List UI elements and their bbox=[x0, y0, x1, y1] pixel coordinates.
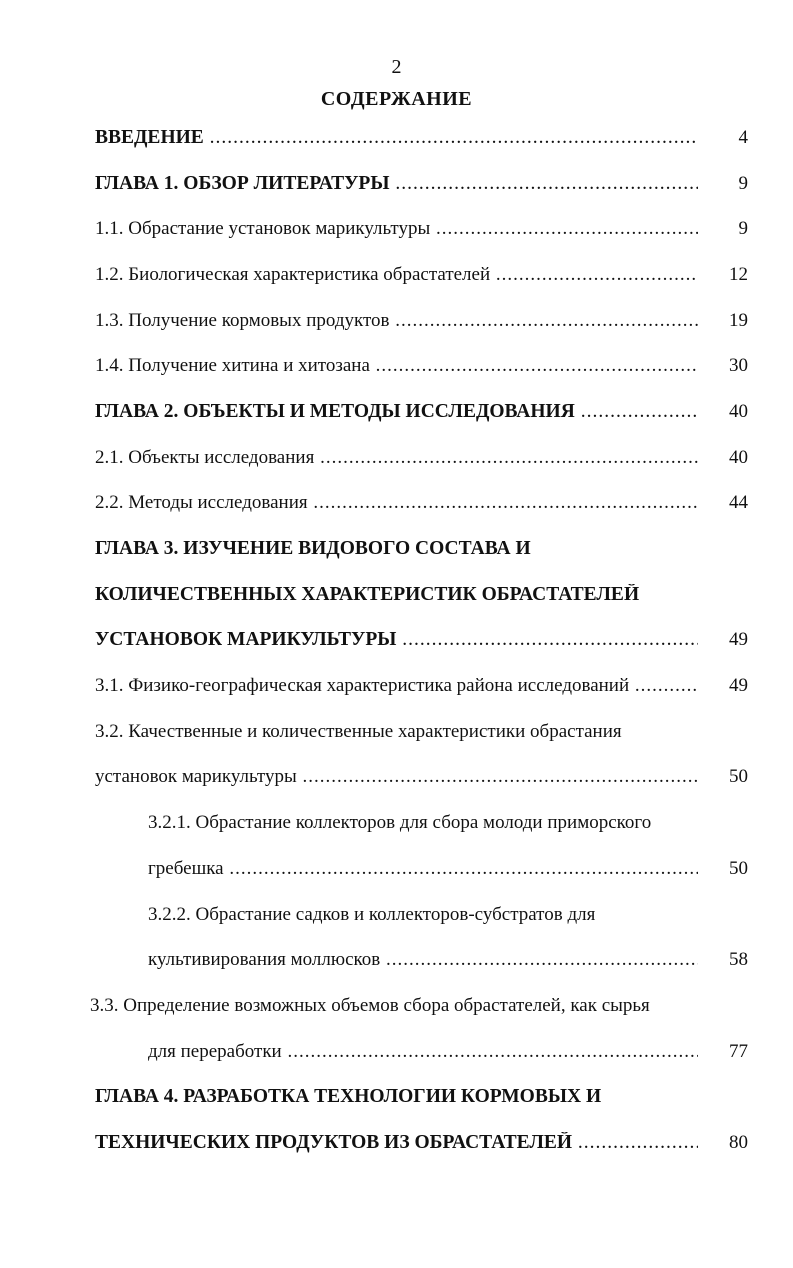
toc-entry-text: 1.4. Получение хитина и хитозана ..... bbox=[95, 355, 698, 377]
toc-row-introduction[interactable] bbox=[0, 115, 793, 161]
toc-page-number: 9 bbox=[738, 218, 748, 240]
table-of-contents bbox=[0, 115, 793, 1166]
toc-entry-text: 3.3. Определение возможных объемов сбора обрастателей, как сырья bbox=[90, 994, 650, 1016]
toc-page-number: 58 bbox=[729, 949, 748, 971]
toc-row-section-2-1[interactable] bbox=[0, 435, 793, 481]
toc-entry-text: КОЛИЧЕСТВЕННЫХ ХАРАКТЕРИСТИК ОБРАСТАТЕЛЕЙ bbox=[95, 583, 640, 605]
toc-entry-text: ГЛАВА 4. РАЗРАБОТКА ТЕХНОЛОГИИ КОРМОВЫХ И bbox=[95, 1086, 602, 1108]
toc-entry-text: 2.1. Объекты исследования ..... bbox=[95, 447, 698, 469]
toc-entry-text: гребешка ..... bbox=[148, 858, 698, 880]
toc-row-chapter-3-line-1[interactable] bbox=[0, 526, 793, 572]
toc-page-number: 40 bbox=[729, 400, 748, 422]
toc-row-section-3-2-line-2[interactable] bbox=[0, 755, 793, 801]
toc-page-number: 40 bbox=[729, 446, 748, 468]
toc-page-number: 30 bbox=[729, 355, 748, 377]
toc-entry-text: для переработки ..... bbox=[148, 1041, 698, 1063]
toc-row-section-1-1[interactable] bbox=[0, 206, 793, 252]
toc-page-number: 77 bbox=[729, 1040, 748, 1062]
toc-row-section-2-2[interactable] bbox=[0, 481, 793, 527]
toc-page-number: 50 bbox=[729, 857, 748, 879]
toc-entry-text: 1.3. Получение кормовых продуктов ..... bbox=[95, 310, 698, 332]
toc-entry-text: 3.2.2. Обрастание садков и коллекторов-субстратов для bbox=[148, 903, 596, 925]
toc-row-chapter-3-line-3[interactable] bbox=[0, 618, 793, 664]
toc-page-number: 12 bbox=[729, 263, 748, 285]
toc-row-chapter-2[interactable] bbox=[0, 389, 793, 435]
page-title: СОДЕРЖАНИЕ bbox=[320, 88, 473, 110]
toc-entry-text: 3.1. Физико-географическая характеристика района исследований ..... bbox=[95, 675, 698, 697]
toc-entry-text: 1.1. Обрастание установок марикультуры ..... bbox=[95, 218, 698, 240]
toc-row-subsection-3-2-1-line-1[interactable] bbox=[0, 800, 793, 846]
toc-page-number: 50 bbox=[729, 766, 748, 788]
toc-row-chapter-4-line-1[interactable] bbox=[0, 1074, 793, 1120]
toc-row-section-1-4[interactable] bbox=[0, 343, 793, 389]
toc-entry-text: 2.2. Методы исследования ..... bbox=[95, 492, 698, 514]
toc-entry-text: 3.2. Качественные и количественные характеристики обрастания bbox=[95, 720, 622, 742]
toc-row-section-1-3[interactable] bbox=[0, 298, 793, 344]
toc-row-subsection-3-2-2-line-1[interactable] bbox=[0, 892, 793, 938]
toc-row-chapter-4-line-2[interactable] bbox=[0, 1120, 793, 1166]
toc-row-chapter-3-line-2[interactable] bbox=[0, 572, 793, 618]
toc-row-subsection-3-2-1-line-2[interactable] bbox=[0, 846, 793, 892]
toc-entry-text: ВВЕДЕНИЕ ..... bbox=[95, 127, 698, 149]
toc-entry-text: ТЕХНИЧЕСКИХ ПРОДУКТОВ ИЗ ОБРАСТАТЕЛЕЙ ..... bbox=[95, 1132, 698, 1154]
toc-page-number: 80 bbox=[729, 1131, 748, 1153]
toc-row-section-3-2-line-1[interactable] bbox=[0, 709, 793, 755]
toc-page-number: 4 bbox=[738, 126, 748, 148]
toc-row-section-3-3-line-2[interactable] bbox=[0, 1029, 793, 1075]
toc-row-chapter-1[interactable] bbox=[0, 161, 793, 207]
toc-entry-text: ГЛАВА 2. ОБЪЕКТЫ И МЕТОДЫ ИССЛЕДОВАНИЯ ..... bbox=[95, 401, 698, 423]
toc-row-section-1-2[interactable] bbox=[0, 252, 793, 298]
toc-entry-text: ГЛАВА 3. ИЗУЧЕНИЕ ВИДОВОГО СОСТАВА И bbox=[95, 538, 531, 560]
toc-entry-text: установок марикультуры ..... bbox=[95, 766, 698, 788]
toc-page-number: 49 bbox=[729, 629, 748, 651]
toc-entry-text: 3.2.1. Обрастание коллекторов для сбора молоди приморского bbox=[148, 812, 652, 834]
toc-entry-text: культивирования моллюсков ..... bbox=[148, 949, 698, 971]
toc-page-number: 19 bbox=[729, 309, 748, 331]
toc-entry-text: УСТАНОВОК МАРИКУЛЬТУРЫ ..... bbox=[95, 629, 698, 651]
toc-entry-text: 1.2. Биологическая характеристика обрастателей ..... bbox=[95, 264, 698, 286]
toc-page-number: 49 bbox=[729, 675, 748, 697]
toc-entry-text: ГЛАВА 1. ОБЗОР ЛИТЕРАТУРЫ ..... bbox=[95, 173, 698, 195]
page-number: 2 bbox=[391, 56, 402, 78]
toc-page-number: 9 bbox=[738, 172, 748, 194]
toc-row-subsection-3-2-2-line-2[interactable] bbox=[0, 937, 793, 983]
toc-row-section-3-3-line-1[interactable] bbox=[0, 983, 793, 1029]
toc-page-number: 44 bbox=[729, 492, 748, 514]
toc-row-section-3-1[interactable] bbox=[0, 663, 793, 709]
